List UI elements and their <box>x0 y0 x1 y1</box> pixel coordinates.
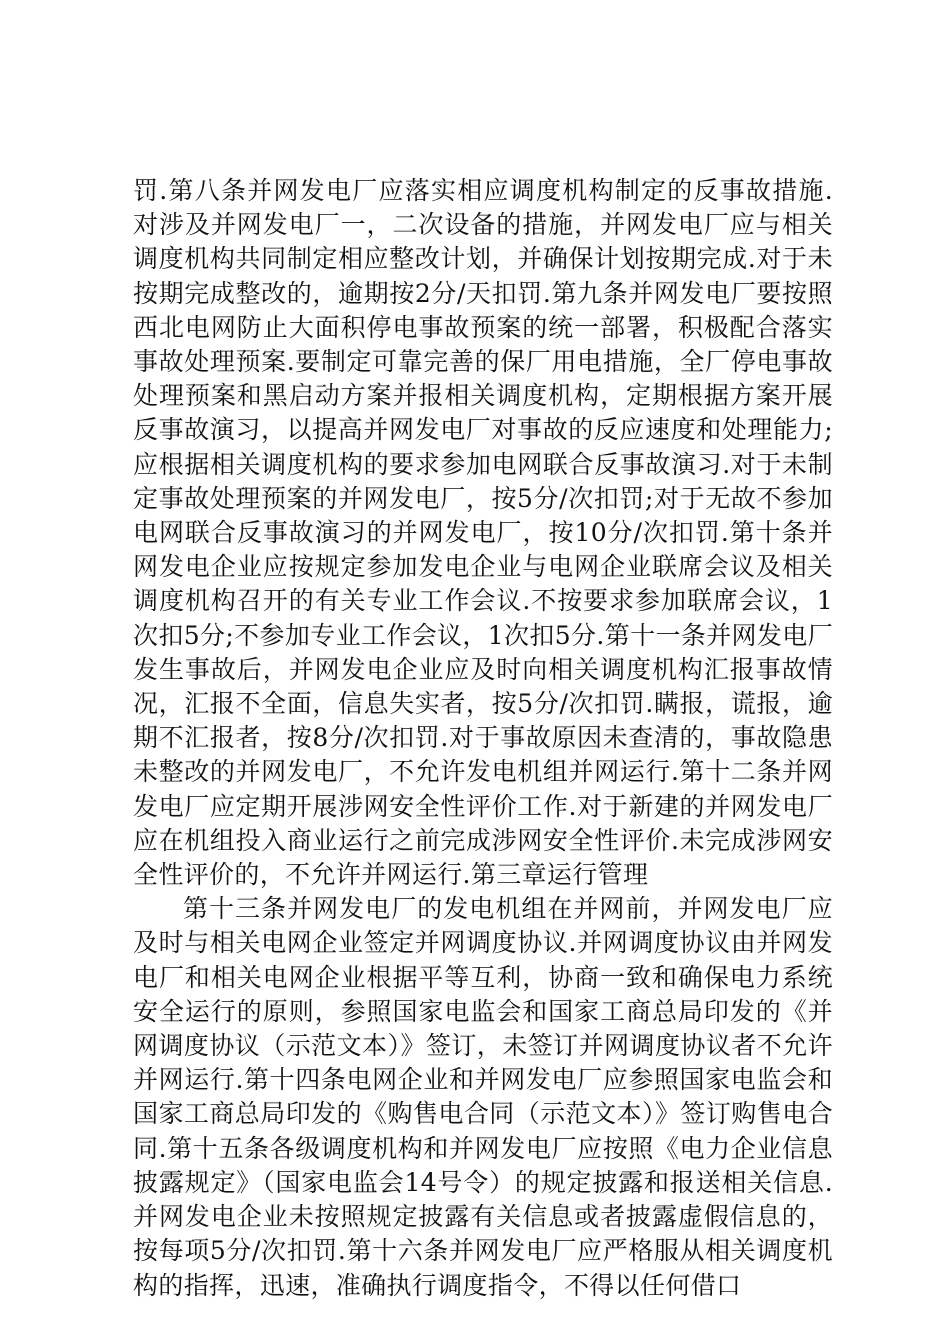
document-body <box>133 174 833 1303</box>
paragraph-regulations-continued: 罚.第八条并网发电厂应落实相应调度机构制定的反事故措施.对涉及并网发电厂一，二次设备的措施，并网发电厂应与相关调度机构共同制定相应整改计划，并确保计划按期完成.对于未按期完成整改的，逾期按2分/天扣罚.第九条并网发电厂要按照西北电网防止大面积停电事故预案的统一部署，积极配合落实事故处理预案.要制定可靠完善的保厂用电措施，全厂停电事故处理预案和黑启动方案并报相关调度机构，定期根据方案开展反事故演习，以提高并网发电厂对事故的反应速度和处理能力;应根据相关调度机构的要求参加电网联合反事故演习.对于未制定事故处理预案的并网发电厂，按5分/次扣罚;对于无故不参加电网联合反事故演习的并网发电厂，按10分/次扣罚.第十条并网发电企业应按规定参加发电企业与电网企业联席会议及相关调度机构召开的有关专业工作会议.不按要求参加联席会议，1次扣5分;不参加专业工作会议，1次扣5分.第十一条并网发电厂发生事故后，并网发电企业应及时向相关调度机构汇报事故情况，汇报不全面，信息失实者，按5分/次扣罚.瞒报，谎报，逾期不汇报者，按8分/次扣罚.对于事故原因未查清的，事故隐患未整改的并网发电厂，不允许发电机组并网运行.第十二条并网发电厂应定期开展涉网安全性评价工作.对于新建的并网发电厂应在机组投入商业运行之前完成涉网安全性评价.未完成涉网安全性评价的，不允许并网运行.第三章运行管理 <box>133 176 833 890</box>
paragraph-article-thirteen: 第十三条并网发电厂的发电机组在并网前，并网发电厂应及时与相关电网企业签定并网调度协议.并网调度协议由并网发电厂和相关电网企业根据平等互利，协商一致和确保电力系统安全运行的原则，参照国家电监会和国家工商总局印发的《并网调度协议（示范文本）》签订，未签订并网调度协议者不允许并网运行.第十四条电网企业和并网发电厂应参照国家电监会和国家工商总局印发的《购售电合同（示范文本）》签订购售电合同.第十五条各级调度机构和并网发电厂应按照《电力企业信息披露规定》（国家电监会14号令）的规定披露和报送相关信息.并网发电企业未按照规定披露有关信息或者披露虚假信息的，按每项5分/次扣罚.第十六条并网发电厂应严格服从相关调度机构的指挥，迅速，准确执行调度指令，不得以任何借口 <box>133 894 833 1300</box>
